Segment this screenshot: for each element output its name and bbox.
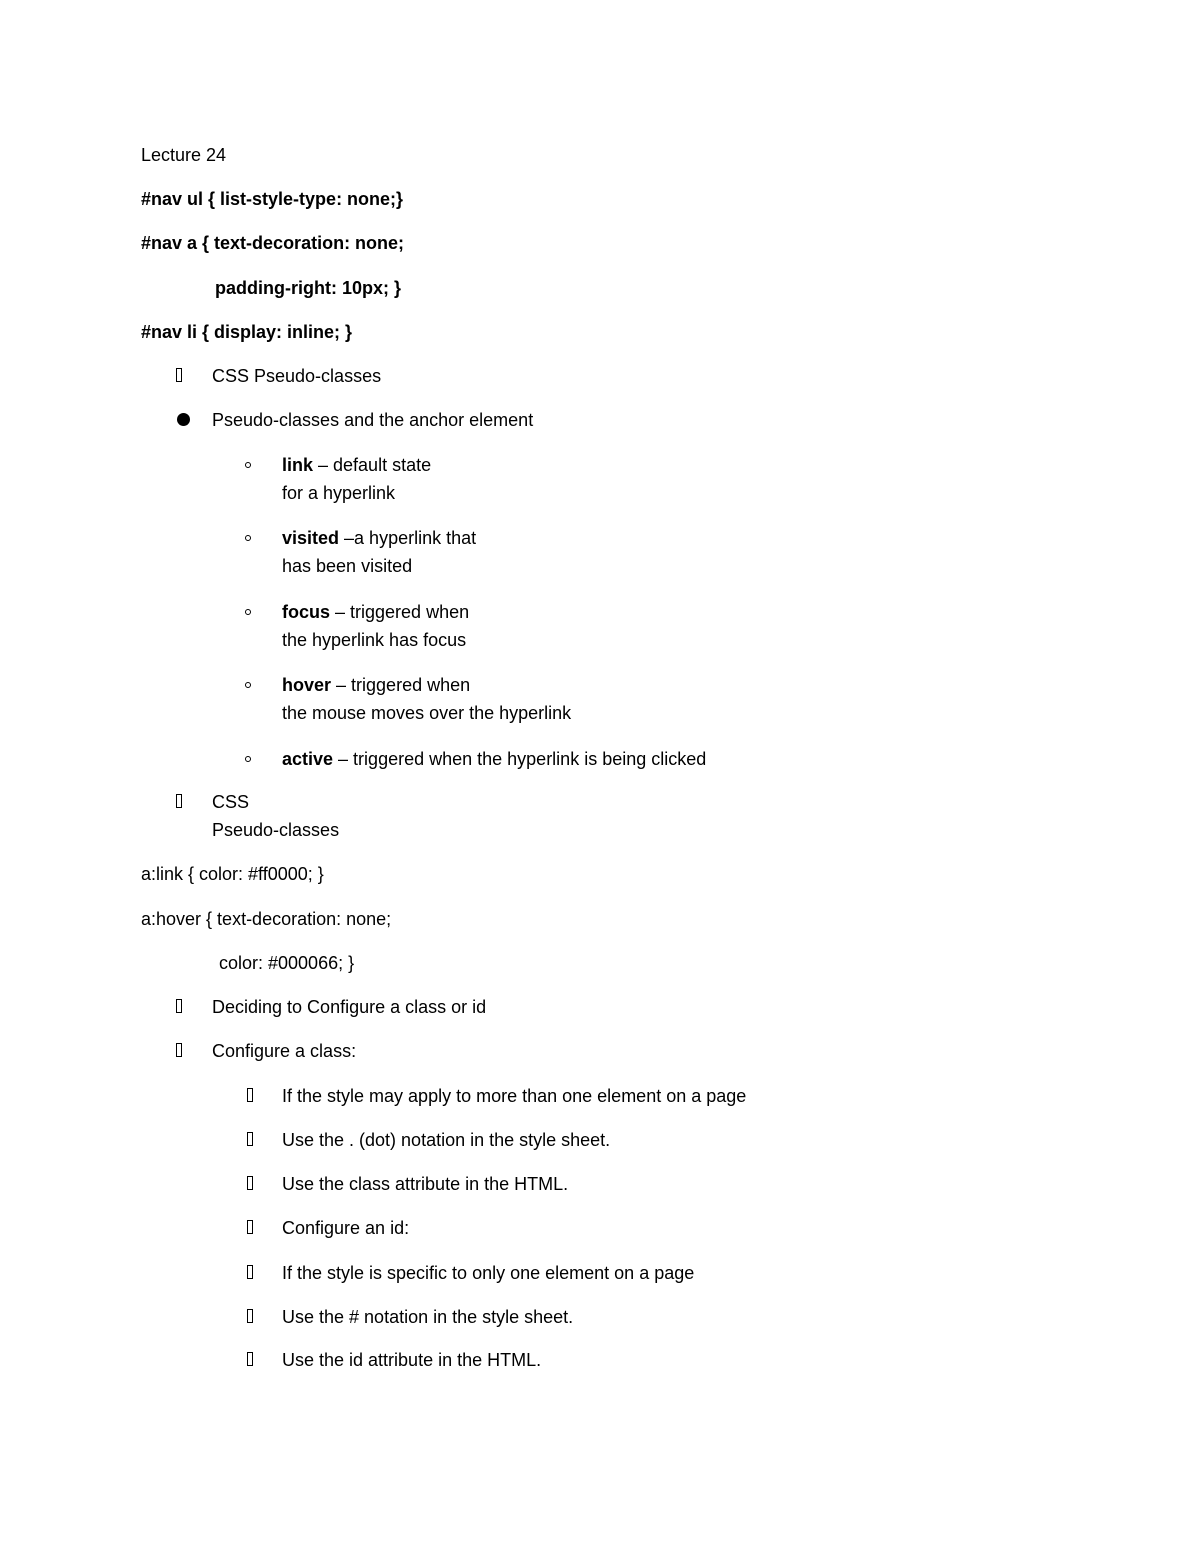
pseudo-item-active — [282, 745, 706, 773]
pseudo-item-hover-cont: the mouse moves over the hyperlink — [282, 703, 572, 723]
ring-bullet-icon — [245, 535, 251, 541]
css-heading-line1: CSS — [212, 792, 250, 812]
deciding-item: Use the # notation in the style sheet. — [282, 1307, 574, 1327]
square-bullet-icon — [247, 1088, 253, 1102]
code-a-link: a:link { color: #ff0000; } — [141, 864, 324, 884]
pseudo-desc: – triggered when — [331, 675, 471, 695]
deciding-item: Configure an id: — [282, 1218, 410, 1238]
ring-bullet-icon — [245, 462, 251, 468]
square-bullet-icon — [176, 999, 182, 1013]
pseudo-item-link-cont: for a hyperlink — [282, 483, 396, 503]
pseudo-item-visited-cont: has been visited — [282, 556, 413, 576]
pseudo-desc: – default state — [313, 455, 432, 475]
deciding-item: Use the class attribute in the HTML. — [282, 1174, 569, 1194]
deciding-item: Use the id attribute in the HTML. — [282, 1350, 542, 1370]
pseudo-item-visited — [282, 524, 476, 552]
deciding-heading: Deciding to Configure a class or id — [212, 997, 487, 1017]
pseudo-bullet-title: Pseudo-classes and the anchor element — [212, 410, 534, 430]
square-bullet-icon — [247, 1309, 253, 1323]
code-nav-a-line2: padding-right: 10px; } — [215, 278, 401, 298]
pseudo-desc: – triggered when the hyperlink is being clicked — [333, 749, 707, 769]
square-bullet-icon — [176, 1043, 182, 1057]
configure-class-heading: Configure a class: — [212, 1041, 357, 1061]
pseudo-term: active — [282, 749, 334, 769]
code-nav-li: #nav li { display: inline; } — [141, 322, 353, 342]
code-nav-a-line1: #nav a { text-decoration: none; — [141, 233, 405, 253]
pseudo-term: visited — [282, 528, 340, 548]
pseudo-desc: –a hyperlink that — [339, 528, 477, 548]
code-a-hover-line2: color: #000066; } — [219, 953, 355, 973]
square-bullet-icon — [247, 1352, 253, 1366]
lecture-title: Lecture 24 — [141, 145, 227, 165]
pseudo-term: hover — [282, 675, 332, 695]
square-bullet-icon — [247, 1132, 253, 1146]
ring-bullet-icon — [245, 756, 251, 762]
pseudo-item-focus — [282, 598, 469, 626]
deciding-item: If the style is specific to only one element on a page — [282, 1263, 695, 1283]
deciding-item: Use the . (dot) notation in the style sheet. — [282, 1130, 611, 1150]
pseudo-term: link — [282, 455, 314, 475]
pseudo-term: focus — [282, 602, 331, 622]
square-bullet-icon — [247, 1265, 253, 1279]
square-bullet-icon — [176, 368, 182, 382]
pseudo-desc: – triggered when — [330, 602, 470, 622]
deciding-item: If the style may apply to more than one element on a page — [282, 1086, 747, 1106]
code-nav-ul: #nav ul { list-style-type: none;} — [141, 189, 404, 209]
ring-bullet-icon — [245, 609, 251, 615]
ring-bullet-icon — [245, 682, 251, 688]
css-heading-line2: Pseudo-classes — [212, 820, 340, 840]
pseudo-item-link — [282, 451, 431, 479]
pseudo-item-hover — [282, 671, 470, 699]
pseudo-heading: CSS Pseudo-classes — [212, 366, 382, 386]
square-bullet-icon — [247, 1220, 253, 1234]
square-bullet-icon — [176, 794, 182, 808]
filled-bullet-icon — [177, 413, 190, 426]
pseudo-item-focus-cont: the hyperlink has focus — [282, 630, 467, 650]
code-a-hover-line1: a:hover { text-decoration: none; — [141, 909, 392, 929]
square-bullet-icon — [247, 1176, 253, 1190]
